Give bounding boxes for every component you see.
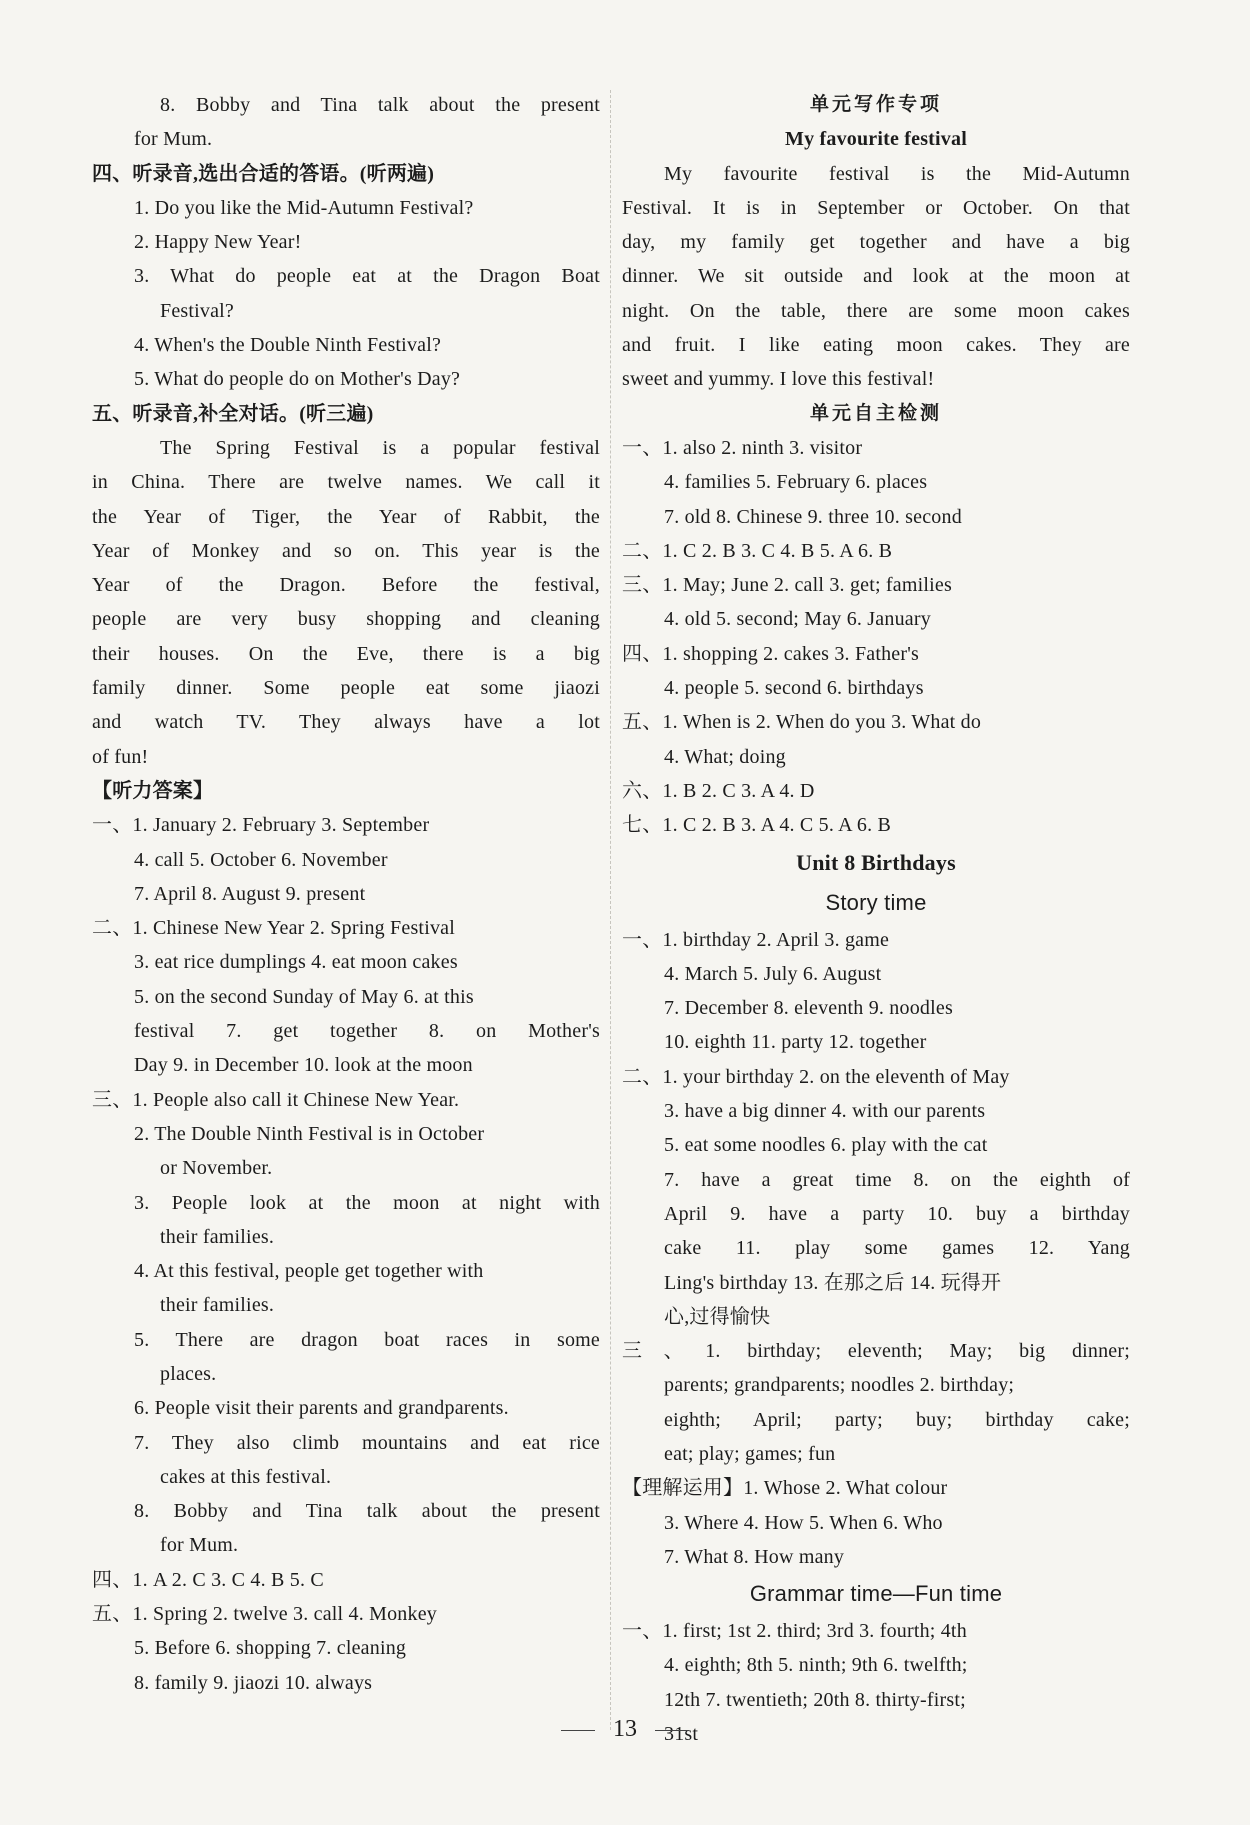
left-line: Year of the Dragon. Before the festival, <box>92 574 600 597</box>
left-line: the Year of Tiger, the Year of Rabbit, the <box>92 505 600 528</box>
right-line: 三、1. May; June 2. call 3. get; families <box>622 574 952 597</box>
left-line: 五、1. Spring 2. twelve 3. call 4. Monkey <box>92 1603 437 1626</box>
right-line: Unit 8 Birthdays <box>796 849 956 875</box>
right-line: 4. What; doing <box>664 745 786 768</box>
right-line: parents; grandparents; noodles 2. birthday; <box>664 1374 1015 1397</box>
left-line: and watch TV. They always have a lot <box>92 711 600 734</box>
right-line: 【理解运用】1. Whose 2. What colour <box>622 1477 948 1500</box>
right-line: 7. old 8. Chinese 9. three 10. second <box>664 505 962 528</box>
right-line: 六、1. B 2. C 3. A 4. D <box>622 779 815 802</box>
right-line: dinner. We sit outside and look at the moon at <box>622 265 1130 288</box>
left-line: their families. <box>160 1294 275 1317</box>
left-line: people are very busy shopping and cleaning <box>92 608 600 631</box>
right-line: 3. have a big dinner 4. with our parents <box>664 1100 986 1123</box>
right-line: 4. eighth; 8th 5. ninth; 9th 6. twelfth; <box>664 1654 968 1677</box>
left-line: festival 7. get together 8. on Mother's <box>134 1020 600 1043</box>
left-line: 6. People visit their parents and grandparents. <box>134 1397 509 1420</box>
right-line: 4. people 5. second 6. birthdays <box>664 677 924 700</box>
right-line: 七、1. C 2. B 3. A 4. C 5. A 6. B <box>622 814 892 837</box>
left-line: 二、1. Chinese New Year 2. Spring Festival <box>92 917 455 940</box>
right-line: 5. eat some noodles 6. play with the cat <box>664 1134 988 1157</box>
right-line: 4. March 5. July 6. August <box>664 962 882 985</box>
left-line: 5. There are dragon boat races in some <box>134 1328 600 1351</box>
right-column <box>622 88 1130 1751</box>
left-line: or November. <box>160 1157 273 1180</box>
right-line: 心,过得愉快 <box>664 1305 771 1328</box>
left-line: 4. When's the Double Ninth Festival? <box>134 334 442 357</box>
right-line: sweet and yummy. I love this festival! <box>622 368 935 391</box>
right-line: 4. old 5. second; May 6. January <box>664 608 931 631</box>
left-line: 4. call 5. October 6. November <box>134 848 388 871</box>
left-line: 五、听录音,补全对话。(听三遍) <box>92 402 374 425</box>
right-line: 四、1. shopping 2. cakes 3. Father's <box>622 642 920 665</box>
left-line: cakes at this festival. <box>160 1465 332 1488</box>
right-line: 一、1. birthday 2. April 3. game <box>622 928 890 951</box>
right-line: My favourite festival <box>785 128 967 151</box>
right-line: 单元自主检测 <box>809 402 942 424</box>
left-line: 2. Happy New Year! <box>134 231 302 254</box>
left-line: 3. eat rice dumplings 4. eat moon cakes <box>134 951 458 974</box>
right-line: 一、1. also 2. ninth 3. visitor <box>622 436 863 459</box>
left-line: 5. Before 6. shopping 7. cleaning <box>134 1637 407 1660</box>
left-line: for Mum. <box>134 128 213 151</box>
left-line: 四、1. A 2. C 3. C 4. B 5. C <box>92 1568 324 1591</box>
right-line: eat; play; games; fun <box>664 1442 836 1465</box>
left-dash <box>561 1730 595 1731</box>
left-line: 三、1. People also call it Chinese New Year. <box>92 1088 460 1111</box>
page-number: 13 <box>613 1716 637 1742</box>
right-line: night. On the table, there are some moon cakes <box>622 299 1130 322</box>
right-line: 12th 7. twentieth; 20th 8. thirty-first; <box>664 1688 966 1711</box>
right-line: My favourite festival is the Mid-Autumn <box>664 162 1130 185</box>
left-line: their families. <box>160 1225 275 1248</box>
left-line: 一、1. January 2. February 3. September <box>92 814 430 837</box>
right-line: 单元写作专项 <box>809 94 942 115</box>
left-line: 3. People look at the moon at night with <box>134 1191 600 1214</box>
left-line: 四、听录音,选出合适的答语。(听两遍) <box>92 162 435 185</box>
left-line: Day 9. in December 10. look at the moon <box>134 1054 473 1077</box>
right-line: 7. December 8. eleventh 9. noodles <box>664 997 953 1020</box>
left-line: The Spring Festival is a popular festival <box>160 436 600 459</box>
left-line: 5. What do people do on Mother's Day? <box>134 368 461 391</box>
left-line: 8. family 9. jiaozi 10. always <box>134 1671 373 1694</box>
left-line: 8. Bobby and Tina talk about the present <box>134 1500 600 1523</box>
right-dash <box>655 1730 689 1731</box>
right-line: Story time <box>825 889 927 915</box>
right-line: 一、1. first; 1st 2. third; 3rd 3. fourth; 4th <box>622 1620 967 1643</box>
right-line: 31st <box>664 1723 699 1746</box>
column-divider <box>610 90 611 1730</box>
left-line: 4. At this festival, people get together with <box>134 1260 484 1283</box>
right-line: 4. families 5. February 6. places <box>664 471 928 494</box>
left-line: of fun! <box>92 745 149 768</box>
left-line: Festival? <box>160 299 235 322</box>
right-line: Grammar time—Fun time <box>749 1581 1003 1607</box>
page-number-footer <box>0 1716 1250 1743</box>
left-line: 【听力答案】 <box>92 779 214 802</box>
left-line: in China. There are twelve names. We call it <box>92 471 600 494</box>
right-line: 二、1. your birthday 2. on the eleventh of May <box>622 1065 1010 1088</box>
left-column <box>92 88 600 1700</box>
right-line: April 9. have a party 10. buy a birthday <box>664 1202 1130 1225</box>
left-line: 3. What do people eat at the Dragon Boat <box>134 265 600 288</box>
right-line: 3. Where 4. How 5. When 6. Who <box>664 1511 943 1534</box>
left-line: 7. They also climb mountains and eat rice <box>134 1431 600 1454</box>
right-line: cake 11. play some games 12. Yang <box>664 1237 1130 1260</box>
right-line: 7. have a great time 8. on the eighth of <box>664 1168 1130 1191</box>
right-line: Festival. It is in September or October. On that <box>622 196 1130 219</box>
left-line: 1. Do you like the Mid-Autumn Festival? <box>134 196 474 219</box>
left-line: 8. Bobby and Tina talk about the present <box>160 94 600 116</box>
right-line: Ling's birthday 13. 在那之后 14. 玩得开 <box>664 1271 1002 1294</box>
right-line: day, my family get together and have a big <box>622 231 1130 254</box>
right-line: 五、1. When is 2. When do you 3. What do <box>622 711 982 734</box>
left-line: for Mum. <box>160 1534 239 1557</box>
left-line: Year of Monkey and so on. This year is the <box>92 539 600 562</box>
left-line: family dinner. Some people eat some jiaozi <box>92 677 600 700</box>
right-line: eighth; April; party; buy; birthday cake; <box>664 1408 1130 1431</box>
right-line: and fruit. I like eating moon cakes. They are <box>622 334 1130 357</box>
left-line: 2. The Double Ninth Festival is in October <box>134 1122 485 1145</box>
right-line: 10. eighth 11. party 12. together <box>664 1031 927 1054</box>
right-line: 二、1. C 2. B 3. C 4. B 5. A 6. B <box>622 539 893 562</box>
left-line: their houses. On the Eve, there is a big <box>92 642 600 665</box>
left-line: 5. on the second Sunday of May 6. at this <box>134 985 474 1008</box>
left-line: places. <box>160 1362 217 1385</box>
right-line: 三、1. birthday; eleventh; May; big dinner; <box>622 1340 1130 1363</box>
left-line: 7. April 8. August 9. present <box>134 882 366 905</box>
right-line: 7. What 8. How many <box>664 1545 845 1568</box>
